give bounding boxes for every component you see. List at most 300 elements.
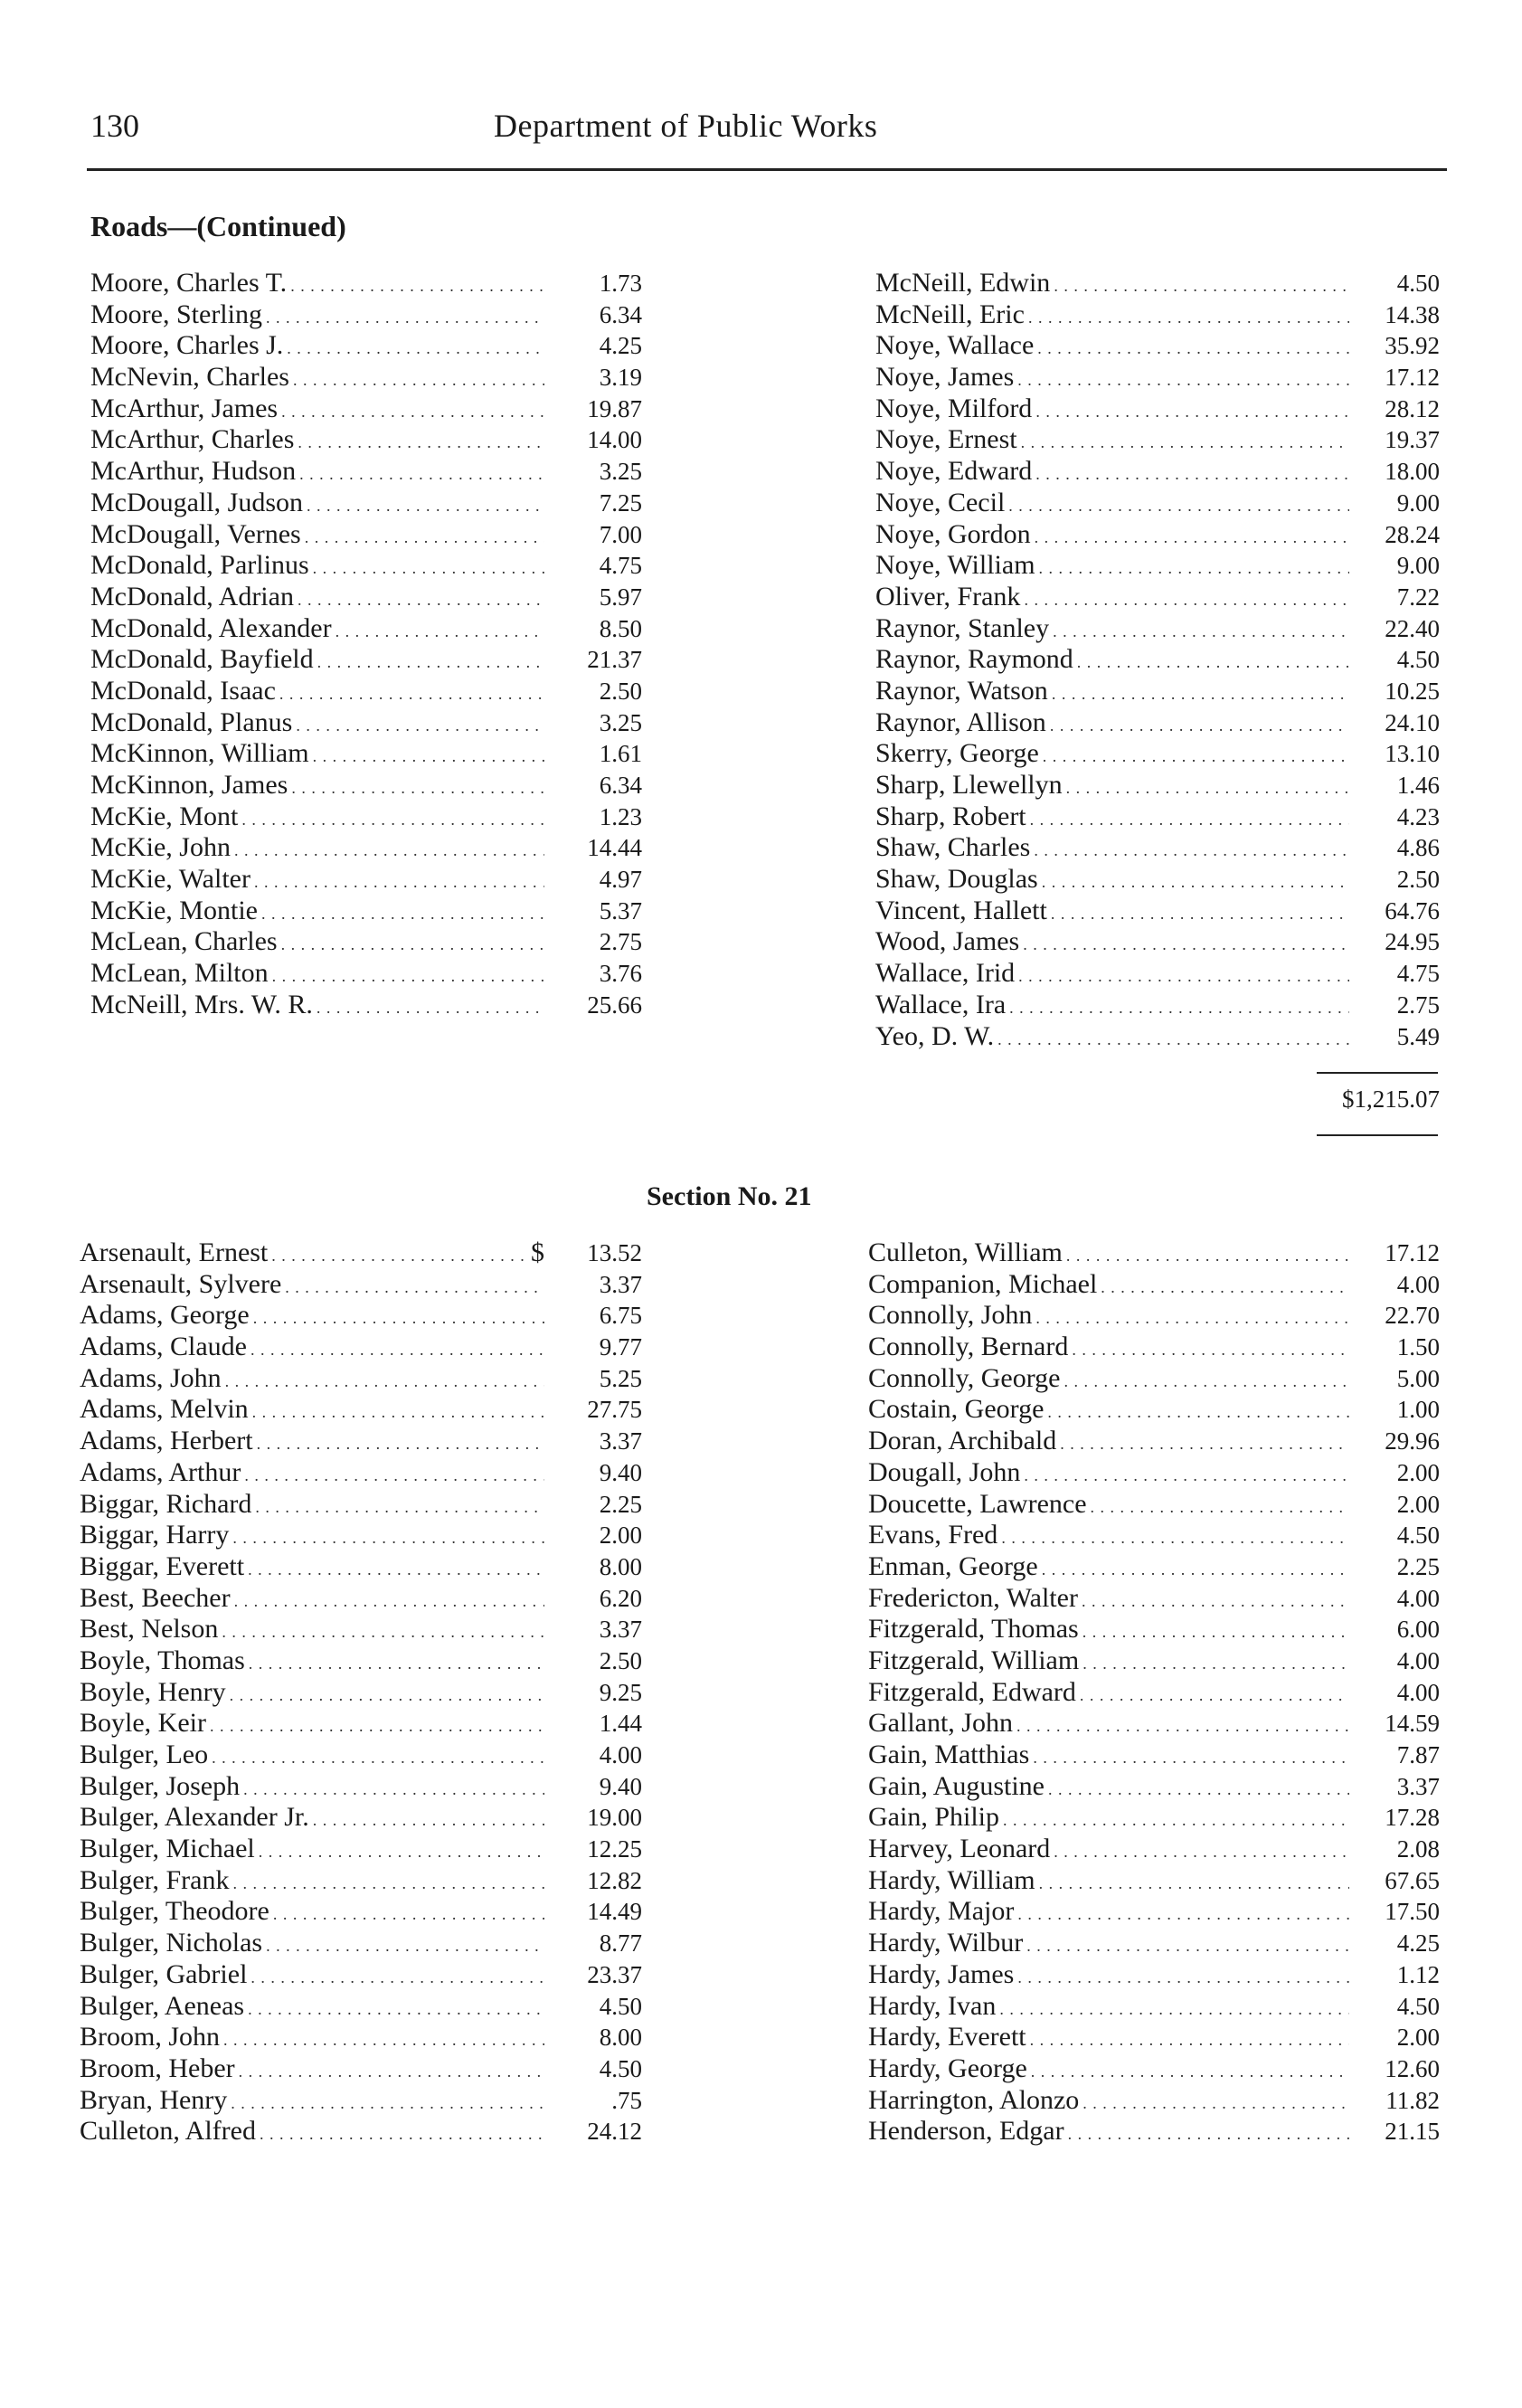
ledger-row <box>90 456 642 488</box>
amount: 12.25 <box>587 1835 642 1863</box>
amount: 2.50 <box>599 1646 642 1674</box>
leader-dots <box>250 1300 544 1332</box>
ledger-row <box>875 582 1440 613</box>
amount: 5.25 <box>599 1364 642 1392</box>
payee-name: McDonald, Alexander <box>90 612 332 643</box>
payee-name: McDougall, Vernes <box>90 518 301 549</box>
ledger-row <box>90 707 642 739</box>
payee-name: Bryan, Henry <box>80 2084 228 2115</box>
leader-dots <box>1027 2053 1349 2085</box>
ledger-row <box>868 1740 1440 1771</box>
ledger-row <box>868 1394 1440 1426</box>
payee-name: McKinnon, James <box>90 770 288 800</box>
amount: 4.23 <box>1396 802 1440 830</box>
payee-name: Raynor, Stanley <box>875 612 1050 643</box>
ledger-row <box>875 393 1440 425</box>
amount: 4.50 <box>599 2054 642 2082</box>
ledger-row <box>868 1332 1440 1363</box>
section21-left-column <box>80 1237 642 2147</box>
amount: 17.28 <box>1385 1804 1440 1832</box>
leader-dots <box>235 2053 544 2085</box>
payee-name: Costain, George <box>868 1394 1045 1425</box>
ledger-row <box>80 1394 642 1426</box>
payee-name: Fredericton, Walter <box>868 1582 1078 1613</box>
amount: 29.96 <box>1385 1427 1440 1455</box>
ledger-row <box>90 268 642 299</box>
amount: 4.00 <box>1396 1584 1440 1612</box>
amount: 1.73 <box>599 270 642 297</box>
leader-dots <box>289 362 544 393</box>
ledger-row <box>875 707 1440 739</box>
amount: 27.75 <box>587 1396 642 1424</box>
leader-dots <box>269 958 544 990</box>
ledger-row <box>80 1865 642 1897</box>
leader-dots <box>1049 613 1349 645</box>
section21-right-column <box>868 1237 1440 2147</box>
ledger-row <box>875 613 1440 645</box>
leader-dots <box>281 1269 544 1301</box>
leader-dots <box>994 1021 1349 1053</box>
payee-name: Adams, John <box>80 1362 222 1393</box>
payee-name: Sharp, Robert <box>875 801 1026 831</box>
payee-name: Dougall, John <box>868 1456 1021 1487</box>
leader-dots <box>1014 1959 1349 1991</box>
amount: 19.37 <box>1385 426 1440 454</box>
leader-dots <box>1044 1394 1349 1426</box>
ledger-row <box>80 1896 642 1928</box>
amount: 7.87 <box>1396 1741 1440 1768</box>
ledger-row <box>90 738 642 770</box>
ledger-row <box>80 1645 642 1677</box>
ledger-row <box>868 2053 1440 2085</box>
amount: .75 <box>611 2086 642 2114</box>
payee-name: Adams, Herbert <box>80 1426 253 1456</box>
amount: 3.37 <box>1396 1772 1440 1800</box>
payee-name: McDonald, Planus <box>90 706 293 737</box>
ledger-row <box>80 1834 642 1865</box>
payee-name: Gain, Matthias <box>868 1740 1030 1769</box>
amount: 7.25 <box>599 488 642 517</box>
amount: 28.24 <box>1385 520 1440 548</box>
amount: 28.12 <box>1385 394 1440 422</box>
amount: 4.00 <box>599 1741 642 1768</box>
leader-dots <box>1025 299 1349 331</box>
ledger-row <box>90 770 642 801</box>
leader-dots <box>229 1865 544 1897</box>
amount: 22.70 <box>1385 1302 1440 1330</box>
ledger-row <box>90 832 642 864</box>
amount: 4.25 <box>1396 1929 1440 1958</box>
payee-name: Boyle, Thomas <box>80 1645 245 1675</box>
amount: 4.00 <box>1396 1678 1440 1706</box>
payee-name: McDougall, Judson <box>90 487 303 517</box>
amount: 17.12 <box>1385 1239 1440 1266</box>
ledger-row <box>90 299 642 331</box>
amount: 2.08 <box>1396 1835 1440 1863</box>
leader-dots <box>1034 330 1349 362</box>
ledger-row <box>868 1802 1440 1834</box>
amount: 1.23 <box>599 802 642 830</box>
leader-dots <box>1079 1645 1349 1677</box>
payee-name: Culleton, Alfred <box>80 2116 256 2147</box>
ledger-row <box>80 1991 642 2023</box>
payee-name: Hardy, Major <box>868 1896 1015 1927</box>
leader-dots <box>296 456 544 488</box>
leader-dots <box>1047 896 1349 927</box>
amount: 13.10 <box>1385 740 1440 768</box>
payee-name: Adams, Arthur <box>80 1456 241 1487</box>
amount: 14.49 <box>587 1898 642 1926</box>
leader-dots <box>1078 1583 1349 1615</box>
amount: 1.00 <box>1396 1396 1440 1424</box>
payee-name: McDonald, Adrian <box>90 581 294 611</box>
payee-name: McNeill, Eric <box>875 299 1025 329</box>
payee-name: Biggar, Richard <box>80 1488 252 1519</box>
amount: 2.75 <box>1396 991 1440 1019</box>
payee-name: McArthur, James <box>90 393 279 423</box>
amount: 5.49 <box>1396 1022 1440 1050</box>
leader-dots <box>1079 1614 1349 1645</box>
payee-name: Doucette, Lawrence <box>868 1488 1087 1519</box>
leader-dots <box>1076 1677 1349 1709</box>
leader-dots <box>1073 644 1349 676</box>
amount: 9.40 <box>599 1772 642 1800</box>
leader-dots <box>1035 550 1349 582</box>
ledger-row <box>868 1269 1440 1301</box>
ledger-row <box>868 1928 1440 1959</box>
leader-dots <box>262 1928 544 1959</box>
amount: 9.77 <box>599 1333 642 1361</box>
payee-name: Wood, James <box>875 926 1020 957</box>
leader-dots <box>1050 268 1349 299</box>
leader-dots <box>262 299 544 331</box>
payee-name: Wallace, Ira <box>875 989 1007 1019</box>
payee-name: Adams, Claude <box>80 1332 247 1362</box>
page-number: 130 <box>90 108 139 144</box>
leader-dots <box>1064 2116 1349 2147</box>
leader-dots <box>218 1614 544 1645</box>
amount: 6.00 <box>1396 1616 1440 1644</box>
ledger-row <box>90 644 642 676</box>
payee-name: Moore, Sterling <box>90 299 262 329</box>
leader-dots <box>1046 707 1349 739</box>
payee-name: Bulger, Leo <box>80 1740 209 1769</box>
amount: 13.52 <box>587 1239 642 1266</box>
leader-dots <box>268 1237 531 1269</box>
payee-name: McNevin, Charles <box>90 362 289 393</box>
ledger-row <box>90 990 642 1021</box>
leader-dots <box>256 2116 544 2147</box>
amount: 9.40 <box>599 1458 642 1486</box>
amount: 4.50 <box>1396 270 1440 297</box>
amount: 1.12 <box>1396 1960 1440 1988</box>
payee-name: Broom, John <box>80 2022 221 2052</box>
leader-dots <box>1017 424 1349 456</box>
payee-name: McKie, Walter <box>90 864 251 895</box>
payee-name: Boyle, Keir <box>80 1708 206 1739</box>
ledger-row <box>80 1802 642 1834</box>
ledger-row <box>875 896 1440 927</box>
payee-name: Enman, George <box>868 1550 1038 1581</box>
amount: 35.92 <box>1385 332 1440 360</box>
ledger-row <box>868 1959 1440 1991</box>
page-title: Department of Public Works <box>494 108 878 144</box>
ledger-row <box>868 1896 1440 1928</box>
header-rule <box>87 168 1447 171</box>
leader-dots <box>229 1520 544 1551</box>
amount: 12.60 <box>1385 2054 1440 2082</box>
leader-dots <box>231 832 544 864</box>
leader-dots <box>1063 1237 1349 1269</box>
ledger-row <box>80 1300 642 1332</box>
payee-name: Raynor, Allison <box>875 706 1046 737</box>
amount: 8.00 <box>599 2024 642 2052</box>
payee-name: Connolly, Bernard <box>868 1332 1069 1362</box>
payee-name: Gain, Augustine <box>868 1770 1045 1801</box>
payee-name: Noye, William <box>875 550 1035 581</box>
leader-dots <box>1063 770 1349 801</box>
amount: 6.34 <box>599 772 642 799</box>
payee-name: Bulger, Gabriel <box>80 1958 248 1989</box>
ledger-row <box>90 896 642 927</box>
leader-dots <box>283 330 544 362</box>
amount: 21.37 <box>587 646 642 674</box>
ledger-row <box>868 1677 1440 1709</box>
amount: 18.00 <box>1385 458 1440 486</box>
ledger-row <box>80 1520 642 1551</box>
payee-name: Moore, Charles J. <box>90 330 284 361</box>
leader-dots <box>332 613 544 645</box>
leader-dots <box>313 990 544 1021</box>
ledger-row <box>875 958 1440 990</box>
payee-name: McArthur, Hudson <box>90 456 297 487</box>
amount: 2.50 <box>1396 866 1440 894</box>
leader-dots <box>292 707 544 739</box>
payee-name: Raynor, Watson <box>875 675 1048 706</box>
amount: 24.10 <box>1385 708 1440 736</box>
amount: 1.61 <box>599 740 642 768</box>
leader-dots <box>1020 582 1349 613</box>
currency-symbol: $ <box>531 1237 544 1267</box>
leader-dots <box>247 1959 544 1991</box>
leader-dots <box>1045 1771 1349 1803</box>
leader-dots <box>287 268 544 299</box>
payee-name: McDonald, Bayfield <box>90 644 314 675</box>
payee-name: Noye, Milford <box>875 393 1033 423</box>
payee-name: Culleton, William <box>868 1237 1063 1267</box>
payee-name: Harrington, Alonzo <box>868 2084 1080 2115</box>
amount: 1.46 <box>1396 772 1440 799</box>
amount: 11.82 <box>1385 2086 1440 2114</box>
payee-name: McNeill, Edwin <box>875 268 1051 298</box>
page-header <box>90 107 1447 161</box>
roads-right-column <box>875 268 1440 1052</box>
ledger-row <box>868 1520 1440 1551</box>
section-heading-roads: Roads—(Continued) <box>90 210 346 242</box>
payee-name: Hardy, James <box>868 1958 1015 1989</box>
leader-dots <box>222 1363 544 1395</box>
amount: 19.00 <box>587 1804 642 1832</box>
leader-dots <box>247 1332 544 1363</box>
ledger-row <box>875 268 1440 299</box>
payee-name: Noye, James <box>875 362 1015 393</box>
payee-name: Arsenault, Ernest <box>80 1237 269 1267</box>
ledger-row <box>80 1677 642 1709</box>
ledger-row <box>875 519 1440 551</box>
leader-dots <box>301 519 544 551</box>
leader-dots <box>303 488 544 519</box>
payee-name: Skerry, George <box>875 738 1039 769</box>
ledger-row <box>875 1021 1440 1053</box>
ledger-row <box>80 1959 642 1991</box>
ledger-row <box>80 2053 642 2085</box>
payee-name: Biggar, Harry <box>80 1520 230 1550</box>
payee-name: Broom, Heber <box>80 2052 235 2083</box>
ledger-row <box>875 644 1440 676</box>
payee-name: McArthur, Charles <box>90 424 295 455</box>
leader-dots <box>997 1520 1349 1551</box>
ledger-row <box>80 1708 642 1740</box>
leader-dots <box>245 1645 544 1677</box>
payee-name: Hardy, George <box>868 2052 1027 2083</box>
amount: 4.75 <box>599 552 642 580</box>
ledger-row <box>875 926 1440 958</box>
amount: 3.37 <box>599 1270 642 1298</box>
ledger-row <box>875 801 1440 833</box>
payee-name: Biggar, Everett <box>80 1550 245 1581</box>
ledger-row <box>90 330 642 362</box>
leader-dots <box>1015 958 1349 990</box>
amount: 8.77 <box>599 1929 642 1958</box>
ledger-row <box>80 1269 642 1301</box>
ledger-row <box>868 1300 1440 1332</box>
ledger-row <box>90 550 642 582</box>
amount: 22.40 <box>1385 614 1440 642</box>
amount: 4.50 <box>1396 646 1440 674</box>
ledger-row <box>90 801 642 833</box>
amount: 3.25 <box>599 708 642 736</box>
amount: 14.38 <box>1385 300 1440 328</box>
ledger-row <box>90 488 642 519</box>
amount: 64.76 <box>1385 896 1440 924</box>
payee-name: Best, Nelson <box>80 1614 219 1645</box>
leader-dots <box>1026 2022 1349 2053</box>
leader-dots <box>288 770 544 801</box>
ledger-row <box>875 299 1440 331</box>
payee-name: McLean, Charles <box>90 926 278 957</box>
ledger-row <box>90 582 642 613</box>
ledger-row <box>90 393 642 425</box>
amount: 4.50 <box>1396 1522 1440 1550</box>
payee-name: McKie, Mont <box>90 801 239 831</box>
leader-dots <box>309 738 544 770</box>
leader-dots <box>249 1394 544 1426</box>
payee-name: Bulger, Michael <box>80 1834 255 1864</box>
ledger-row <box>80 1363 642 1395</box>
amount: 8.50 <box>599 614 642 642</box>
ledger-row <box>90 613 642 645</box>
ledger-row <box>868 1426 1440 1457</box>
payee-name: Bulger, Joseph <box>80 1770 241 1801</box>
leader-dots <box>1023 1928 1349 1959</box>
amount: 3.37 <box>599 1427 642 1455</box>
ledger-row <box>80 2022 642 2053</box>
leader-dots <box>238 801 544 833</box>
payee-name: Sharp, Llewellyn <box>875 770 1063 800</box>
ledger-row <box>875 488 1440 519</box>
amount: 19.87 <box>587 394 642 422</box>
leader-dots <box>1032 393 1349 425</box>
leader-dots <box>1087 1489 1349 1521</box>
payee-name: McKie, John <box>90 832 231 863</box>
payee-name: Connolly, George <box>868 1362 1061 1393</box>
payee-name: Bulger, Alexander Jr. <box>80 1802 309 1833</box>
leader-dots <box>1020 1457 1349 1489</box>
payee-name: McDonald, Isaac <box>90 675 276 706</box>
amount: 4.50 <box>1396 1992 1440 2020</box>
amount: 24.12 <box>587 2118 642 2146</box>
leader-dots <box>276 676 544 707</box>
payee-name: Hardy, Everett <box>868 2022 1026 2052</box>
amount: 4.97 <box>599 866 642 894</box>
leader-dots <box>1038 864 1349 896</box>
amount: 6.20 <box>599 1584 642 1612</box>
amount: 4.86 <box>1396 834 1440 862</box>
leader-dots <box>1097 1269 1349 1301</box>
amount: 1.44 <box>599 1710 642 1738</box>
amount: 5.37 <box>599 896 642 924</box>
ledger-row <box>875 738 1440 770</box>
leader-dots <box>251 1489 544 1521</box>
ledger-row <box>80 1928 642 1959</box>
ledger-row <box>80 1457 642 1489</box>
leader-dots <box>1029 1740 1349 1771</box>
amount: 24.95 <box>1385 928 1440 956</box>
payee-name: Connolly, John <box>868 1300 1033 1331</box>
ledger-row <box>80 1489 642 1521</box>
leader-dots <box>278 393 544 425</box>
amount: 3.76 <box>599 960 642 988</box>
ledger-row <box>875 832 1440 864</box>
leader-dots <box>1048 676 1349 707</box>
ledger-row <box>875 990 1440 1021</box>
amount: 9.00 <box>1396 552 1440 580</box>
amount: 17.12 <box>1385 364 1440 392</box>
payee-name: Hardy, Ivan <box>868 1990 997 2021</box>
payee-name: Gain, Philip <box>868 1802 1000 1833</box>
leader-dots <box>251 864 544 896</box>
payee-name: Wallace, Irid <box>875 958 1016 989</box>
amount: 10.25 <box>1385 677 1440 705</box>
payee-name: Fitzgerald, William <box>868 1645 1080 1675</box>
amount: 7.22 <box>1396 583 1440 611</box>
ledger-row <box>868 1865 1440 1897</box>
leader-dots <box>1019 926 1349 958</box>
ledger-row <box>868 2022 1440 2053</box>
payee-name: Bulger, Aeneas <box>80 1990 245 2021</box>
payee-name: McKinnon, William <box>90 738 309 769</box>
leader-dots <box>309 550 544 582</box>
amount: 6.34 <box>599 300 642 328</box>
section-heading-21: Section No. 21 <box>647 1181 812 1211</box>
amount: 8.00 <box>599 1552 642 1580</box>
leader-dots <box>206 1708 544 1740</box>
ledger-row <box>90 958 642 990</box>
payee-name: Moore, Charles T. <box>90 268 288 298</box>
amount: 23.37 <box>587 1960 642 1988</box>
payee-name: Raynor, Raymond <box>875 644 1073 675</box>
ledger-row <box>90 519 642 551</box>
